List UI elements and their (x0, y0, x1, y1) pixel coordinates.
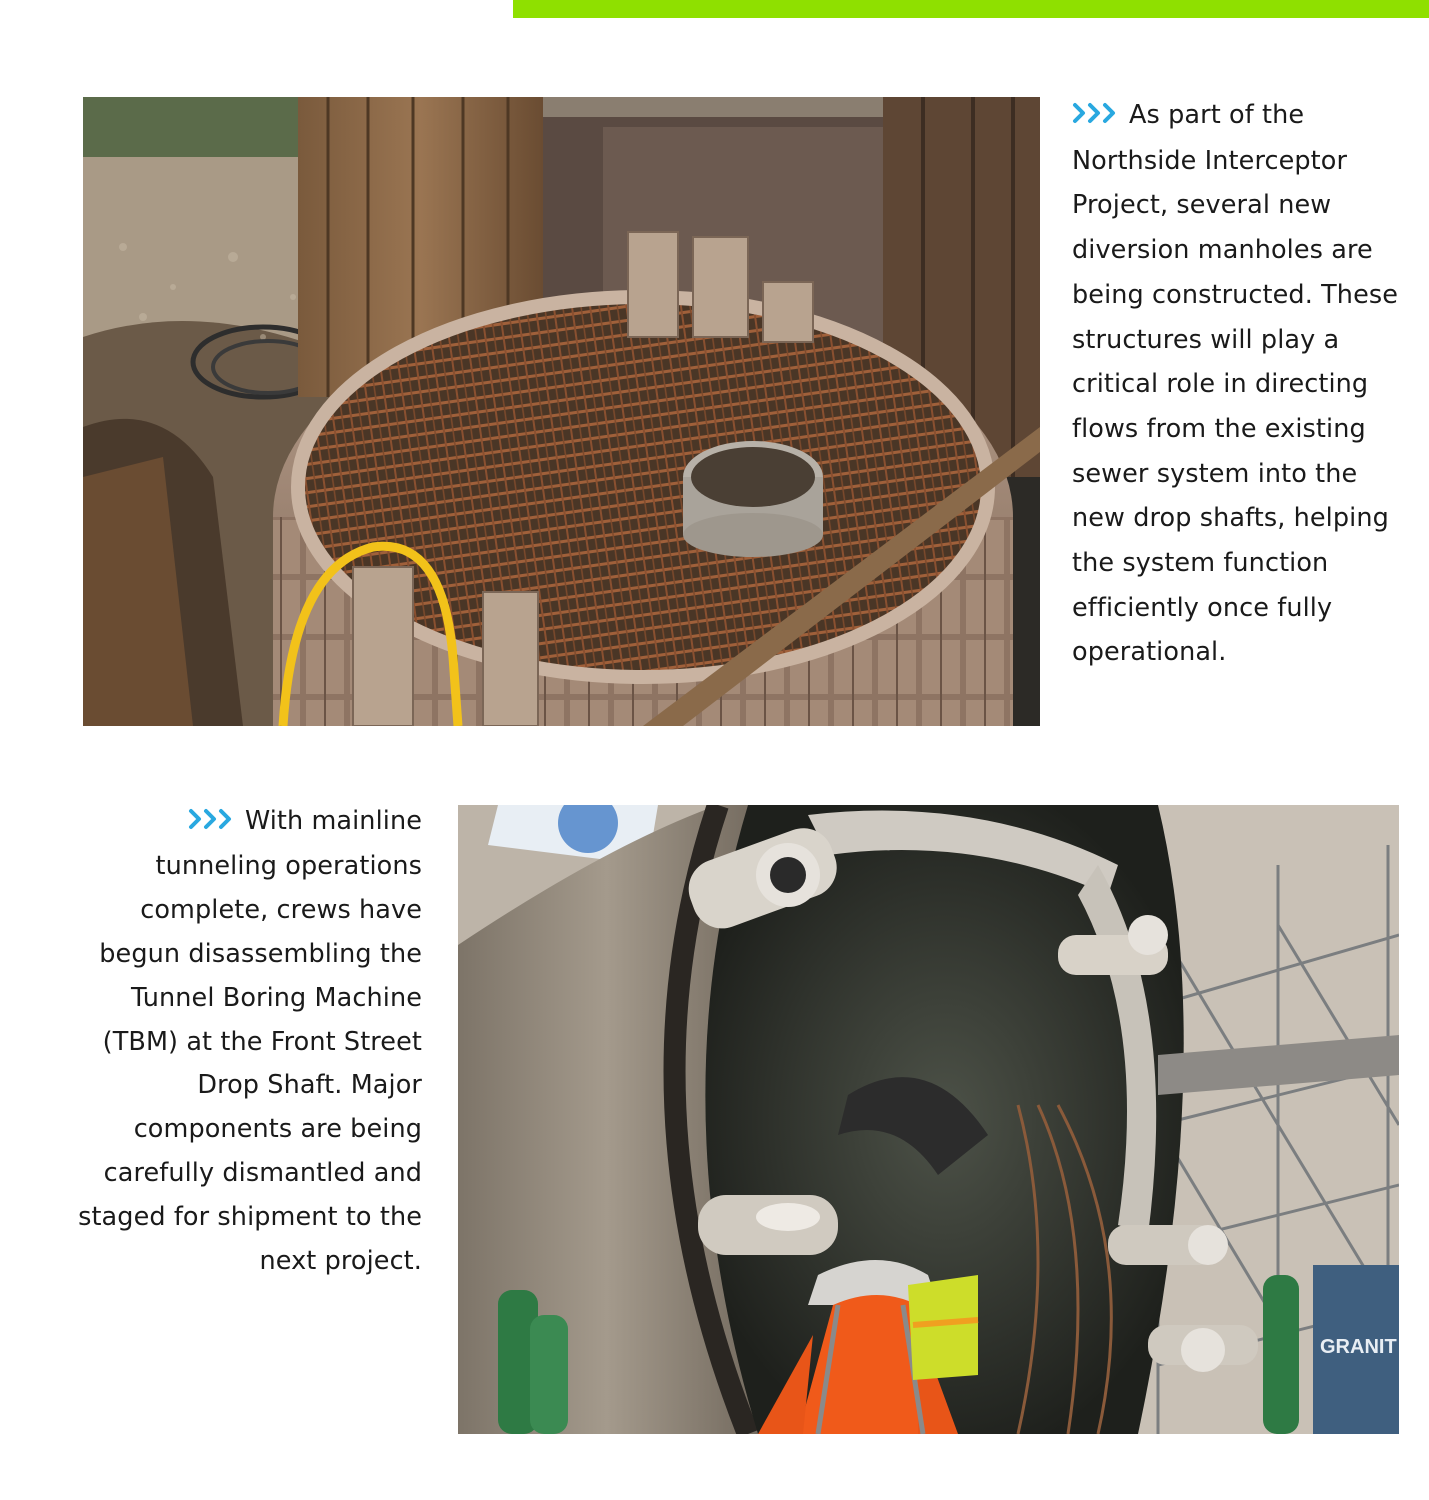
accent-bar (513, 0, 1429, 18)
manhole-description (1072, 93, 1417, 675)
tbm-paragraph: With mainline tunneling operations complete, crews have begun disassembling the Tunnel Boring Machine (TBM) at the Front Street Drop Shaft. Major components are being carefully dismantled and staged for shipment to the next project. (78, 806, 422, 1277)
manhole-paragraph: As part of the Northside Interceptor Project, several new diversion manholes are being constructed. These structures will play a critical role in directing flows from the existing sewer system into the new drop shafts, helping the system function efficiently once fully operational. (1072, 100, 1399, 668)
triple-chevron-right-icon (188, 801, 236, 845)
triple-chevron-right-icon (1072, 94, 1120, 139)
granite-sign: GRANIT (1320, 1336, 1397, 1358)
manhole-construction-photo (83, 97, 1040, 726)
tbm-disassembly-photo (458, 805, 1399, 1434)
tbm-description (70, 800, 422, 1284)
